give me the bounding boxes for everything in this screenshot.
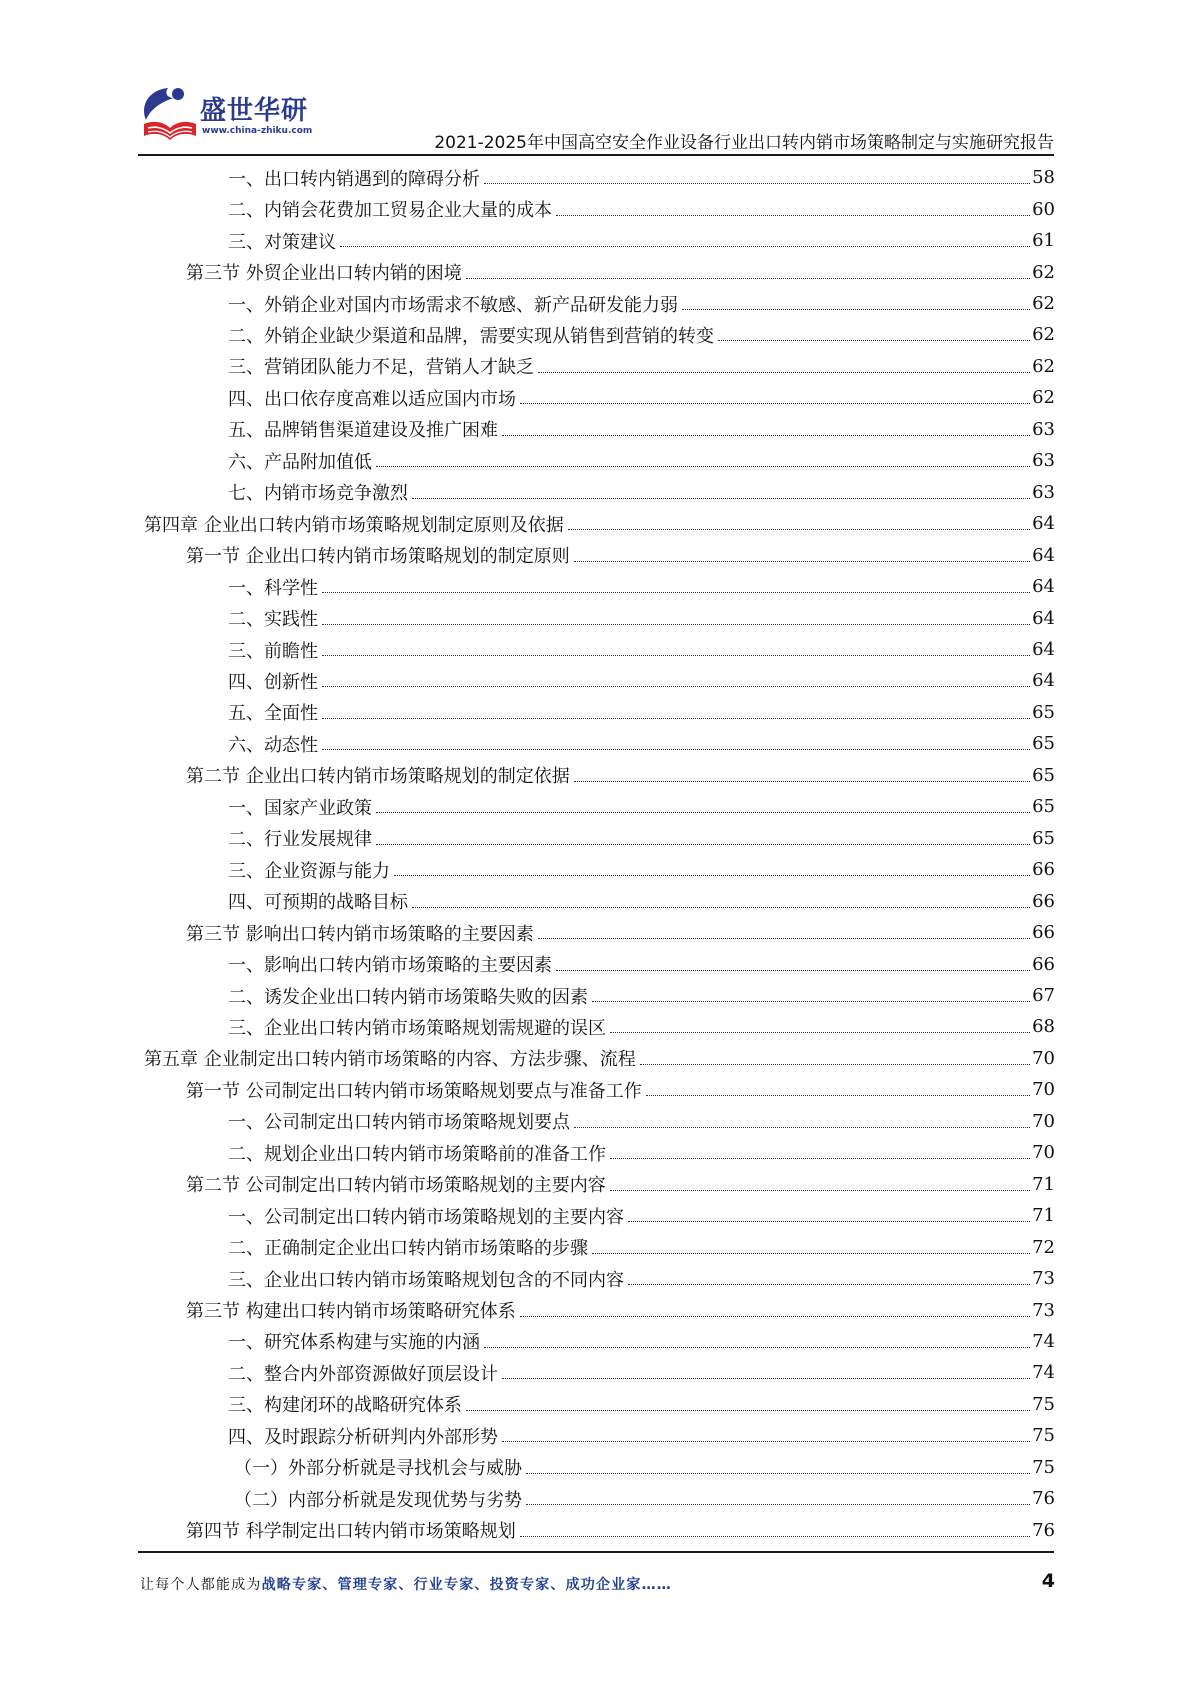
toc-entry-page: 75 (1032, 1393, 1055, 1415)
logo-name: 盛世华研 (200, 96, 309, 126)
toc-dot-leader (484, 183, 1030, 184)
slogan-lead: 让每个人都能成为 (140, 1577, 262, 1593)
toc-dot-leader (322, 718, 1030, 719)
toc-entry[interactable] (144, 162, 1055, 193)
toc-entry-title: 三、营销团队能力不足，营销人才缺乏 (228, 357, 534, 379)
toc-entry-title: 一、国家产业政策 (228, 797, 372, 819)
toc-entry-title: 第一节 企业出口转内销市场策略规划的制定原则 (186, 546, 570, 568)
toc-entry[interactable] (144, 508, 1055, 539)
toc-entry-page: 74 (1032, 1330, 1055, 1352)
toc-dot-leader (322, 749, 1030, 750)
toc-dot-leader (466, 278, 1030, 279)
toc-entry[interactable] (144, 665, 1055, 696)
toc-dot-leader (592, 1253, 1030, 1254)
toc-entry-page: 72 (1032, 1236, 1055, 1258)
toc-entry-page: 66 (1032, 953, 1055, 975)
toc-entry[interactable] (144, 1294, 1055, 1325)
toc-entry-page: 75 (1032, 1425, 1055, 1447)
toc-entry[interactable] (144, 445, 1055, 476)
toc-dot-leader (628, 1284, 1030, 1285)
toc-entry-title: 三、构建闭环的战略研究体系 (228, 1395, 462, 1417)
toc-entry-page: 76 (1032, 1488, 1055, 1510)
toc-entry-title: （二）内部分析就是发现优势与劣势 (234, 1489, 522, 1511)
toc-dot-leader (646, 1095, 1030, 1096)
toc-entry-page: 62 (1032, 387, 1055, 409)
footer-slogan (140, 1574, 672, 1594)
toc-dot-leader (610, 1158, 1030, 1159)
toc-dot-leader (592, 1001, 1030, 1002)
page-header (0, 0, 1191, 160)
toc-entry[interactable] (144, 1074, 1055, 1105)
toc-entry[interactable] (144, 791, 1055, 822)
toc-dot-leader (682, 309, 1030, 310)
toc-entry-page: 75 (1032, 1456, 1055, 1478)
toc-entry-page: 63 (1032, 450, 1055, 472)
toc-entry-title: 二、规划企业出口转内销市场策略前的准备工作 (228, 1143, 606, 1165)
toc-dot-leader (520, 1316, 1030, 1317)
toc-entry-title: 二、内销会花费加工贸易企业大量的成本 (228, 200, 552, 222)
toc-entry[interactable] (144, 1169, 1055, 1200)
page-number: 4 (1041, 1570, 1055, 1592)
toc-dot-leader (610, 1190, 1030, 1191)
toc-entry-page: 62 (1032, 324, 1055, 346)
toc-dot-leader (610, 1032, 1030, 1033)
toc-entry-page: 66 (1032, 890, 1055, 912)
toc-entry[interactable] (144, 1011, 1055, 1042)
toc-entry-page: 63 (1032, 481, 1055, 503)
toc-dot-leader (502, 1378, 1030, 1379)
toc-dot-leader (394, 875, 1030, 876)
toc-entry-title: 第三节 构建出口转内销市场策略研究体系 (186, 1301, 516, 1323)
toc-entry-page: 64 (1032, 639, 1055, 661)
footer-divider (138, 1551, 1054, 1553)
toc-entry[interactable] (144, 1200, 1055, 1231)
toc-entry-title: 三、企业出口转内销市场策略规划需规避的误区 (228, 1017, 606, 1039)
toc-dot-leader (412, 907, 1030, 908)
toc-entry[interactable] (144, 854, 1055, 885)
toc-entry-title: 一、研究体系构建与实施的内涵 (228, 1332, 480, 1354)
toc-entry[interactable] (144, 823, 1055, 854)
toc-entry-page: 64 (1032, 544, 1055, 566)
toc-entry[interactable] (144, 256, 1055, 287)
toc-entry[interactable] (144, 1452, 1055, 1483)
toc-entry-title: 二、外销企业缺少渠道和品牌，需要实现从销售到营销的转变 (228, 325, 714, 347)
toc-entry[interactable] (144, 414, 1055, 445)
toc-entry[interactable] (144, 1514, 1055, 1545)
toc-dot-leader (568, 529, 1030, 530)
toc-entry[interactable] (144, 1043, 1055, 1074)
toc-entry-page: 73 (1032, 1299, 1055, 1321)
toc-dot-leader (538, 938, 1030, 939)
toc-entry[interactable] (144, 1483, 1055, 1514)
toc-entry-title: 第四章 企业出口转内销市场策略规划制定原则及依据 (144, 514, 564, 536)
toc-entry-title: 二、正确制定企业出口转内销市场策略的步骤 (228, 1238, 588, 1260)
toc-entry[interactable] (144, 351, 1055, 382)
toc-entry-title: 第二节 公司制定出口转内销市场策略规划的主要内容 (186, 1175, 606, 1197)
book-swoosh-logo-icon (138, 84, 202, 146)
toc-entry[interactable] (144, 1106, 1055, 1137)
toc-entry-page: 74 (1032, 1362, 1055, 1384)
toc-dot-leader (526, 1473, 1030, 1474)
toc-entry-title: 三、企业出口转内销市场策略规划包含的不同内容 (228, 1269, 624, 1291)
toc-dot-leader (322, 624, 1030, 625)
toc-entry[interactable] (144, 1231, 1055, 1262)
toc-entry[interactable] (144, 728, 1055, 759)
toc-entry-title: 六、产品附加值低 (228, 451, 372, 473)
toc-entry[interactable] (144, 539, 1055, 570)
toc-entry-page: 64 (1032, 513, 1055, 535)
toc-entry-title: 第二节 企业出口转内销市场策略规划的制定依据 (186, 766, 570, 788)
toc-entry[interactable] (144, 602, 1055, 633)
toc-dot-leader (322, 592, 1030, 593)
toc-dot-leader (484, 1347, 1030, 1348)
toc-entry-page: 64 (1032, 607, 1055, 629)
toc-entry-title: （一）外部分析就是寻找机会与威胁 (234, 1458, 522, 1480)
toc-entry[interactable] (144, 1357, 1055, 1388)
toc-dot-leader (376, 812, 1030, 813)
toc-entry[interactable] (144, 917, 1055, 948)
toc-entry-title: 四、创新性 (228, 671, 318, 693)
table-of-contents (144, 162, 1055, 1546)
toc-dot-leader (718, 340, 1030, 341)
toc-entry-title: 一、出口转内销遇到的障碍分析 (228, 168, 480, 190)
toc-entry-page: 70 (1032, 1079, 1055, 1101)
toc-entry[interactable] (144, 760, 1055, 791)
toc-entry-title: 二、诱发企业出口转内销市场策略失败的因素 (228, 986, 588, 1008)
toc-entry[interactable] (144, 980, 1055, 1011)
toc-entry-title: 二、整合内外部资源做好顶层设计 (228, 1363, 498, 1385)
toc-entry[interactable] (144, 382, 1055, 413)
toc-entry-page: 61 (1032, 230, 1055, 252)
toc-entry-title: 二、行业发展规律 (228, 829, 372, 851)
toc-entry-title: 第一节 公司制定出口转内销市场策略规划要点与准备工作 (186, 1080, 642, 1102)
toc-dot-leader (322, 655, 1030, 656)
toc-dot-leader (502, 435, 1030, 436)
header-divider (138, 154, 1054, 156)
toc-entry-title: 第三节 影响出口转内销市场策略的主要因素 (186, 923, 534, 945)
toc-entry-page: 65 (1032, 701, 1055, 723)
toc-entry-page: 71 (1032, 1205, 1055, 1227)
toc-entry[interactable] (144, 1326, 1055, 1357)
toc-dot-leader (520, 403, 1030, 404)
toc-entry-page: 67 (1032, 985, 1055, 1006)
toc-entry[interactable] (144, 193, 1055, 224)
toc-entry[interactable] (144, 948, 1055, 979)
slogan-highlight: 战略专家、管理专家、行业专家、投资专家、成功企业家…… (261, 1577, 673, 1593)
toc-entry[interactable] (144, 697, 1055, 728)
toc-entry-page: 71 (1032, 1173, 1055, 1195)
toc-entry[interactable] (144, 1137, 1055, 1168)
toc-entry-page: 68 (1032, 1016, 1055, 1038)
toc-entry-page: 63 (1032, 418, 1055, 440)
toc-entry-title: 二、实践性 (228, 609, 318, 631)
toc-dot-leader (376, 466, 1030, 467)
toc-entry-page: 62 (1032, 261, 1055, 283)
toc-entry-page: 62 (1032, 355, 1055, 377)
toc-entry-page: 65 (1032, 764, 1055, 786)
toc-entry[interactable] (144, 885, 1055, 916)
toc-entry-page: 76 (1032, 1519, 1055, 1541)
toc-entry[interactable] (144, 225, 1055, 256)
toc-dot-leader (412, 498, 1030, 499)
toc-entry[interactable] (144, 1420, 1055, 1451)
toc-entry-title: 四、出口依存度高难以适应国内市场 (228, 388, 516, 410)
toc-dot-leader (520, 1536, 1030, 1537)
toc-dot-leader (322, 686, 1030, 687)
toc-entry-page: 60 (1032, 198, 1055, 220)
toc-entry-title: 三、前瞻性 (228, 640, 318, 662)
toc-dot-leader (574, 781, 1030, 782)
toc-dot-leader (556, 970, 1030, 971)
logo-url: www.china-zhiku.com (202, 126, 313, 136)
toc-dot-leader (574, 1127, 1030, 1128)
toc-dot-leader (640, 1064, 1030, 1065)
toc-entry-page: 73 (1032, 1268, 1055, 1290)
toc-dot-leader (574, 561, 1030, 562)
toc-entry[interactable] (144, 288, 1055, 319)
toc-dot-leader (376, 844, 1030, 845)
toc-entry[interactable] (144, 571, 1055, 602)
toc-dot-leader (526, 1504, 1030, 1505)
toc-entry-title: 第五章 企业制定出口转内销市场策略的内容、方法步骤、流程 (144, 1049, 636, 1071)
toc-dot-leader (556, 215, 1030, 216)
toc-entry[interactable] (144, 634, 1055, 665)
toc-entry-page: 65 (1032, 827, 1055, 849)
toc-entry[interactable] (144, 319, 1055, 350)
toc-entry[interactable] (144, 477, 1055, 508)
toc-entry-title: 六、动态性 (228, 734, 318, 756)
toc-entry-title: 一、公司制定出口转内销市场策略规划要点 (228, 1112, 570, 1134)
toc-entry-title: 第三节 外贸企业出口转内销的困境 (186, 263, 462, 285)
toc-entry-title: 四、及时跟踪分析研判内外部形势 (228, 1426, 498, 1448)
toc-entry-page: 65 (1032, 733, 1055, 755)
toc-entry-title: 三、对策建议 (228, 231, 336, 253)
toc-entry-title: 五、全面性 (228, 703, 318, 725)
toc-entry-page: 66 (1032, 922, 1055, 944)
toc-entry[interactable] (144, 1263, 1055, 1294)
toc-entry-title: 一、外销企业对国内市场需求不敏感、新产品研发能力弱 (228, 294, 678, 316)
toc-entry-title: 三、企业资源与能力 (228, 860, 390, 882)
toc-entry-page: 70 (1032, 1142, 1055, 1164)
toc-dot-leader (502, 1441, 1030, 1442)
toc-entry-page: 65 (1032, 796, 1055, 818)
toc-dot-leader (340, 246, 1030, 247)
toc-dot-leader (628, 1221, 1030, 1222)
toc-entry-page: 64 (1032, 576, 1055, 598)
toc-entry-title: 五、品牌销售渠道建设及推广困难 (228, 420, 498, 442)
toc-entry-page: 66 (1032, 859, 1055, 881)
toc-entry-page: 62 (1032, 293, 1055, 315)
toc-entry-page: 58 (1032, 167, 1055, 189)
toc-entry-title: 一、科学性 (228, 577, 318, 599)
company-logo (138, 84, 318, 148)
toc-entry-page: 64 (1032, 670, 1055, 692)
toc-entry-page: 70 (1032, 1047, 1055, 1069)
toc-entry-title: 第四节 科学制定出口转内销市场策略规划 (186, 1521, 516, 1543)
toc-dot-leader (466, 1410, 1030, 1411)
toc-dot-leader (538, 372, 1030, 373)
toc-entry-title: 一、影响出口转内销市场策略的主要因素 (228, 955, 552, 977)
toc-entry-title: 七、内销市场竞争激烈 (228, 483, 408, 505)
toc-entry[interactable] (144, 1389, 1055, 1420)
toc-entry-page: 70 (1032, 1110, 1055, 1132)
toc-entry-title: 一、公司制定出口转内销市场策略规划的主要内容 (228, 1206, 624, 1228)
document-title: 2021-2025年中国高空安全作业设备行业出口转内销市场策略制定与实施研究报告 (434, 133, 1054, 153)
toc-entry-title: 四、可预期的战略目标 (228, 892, 408, 914)
